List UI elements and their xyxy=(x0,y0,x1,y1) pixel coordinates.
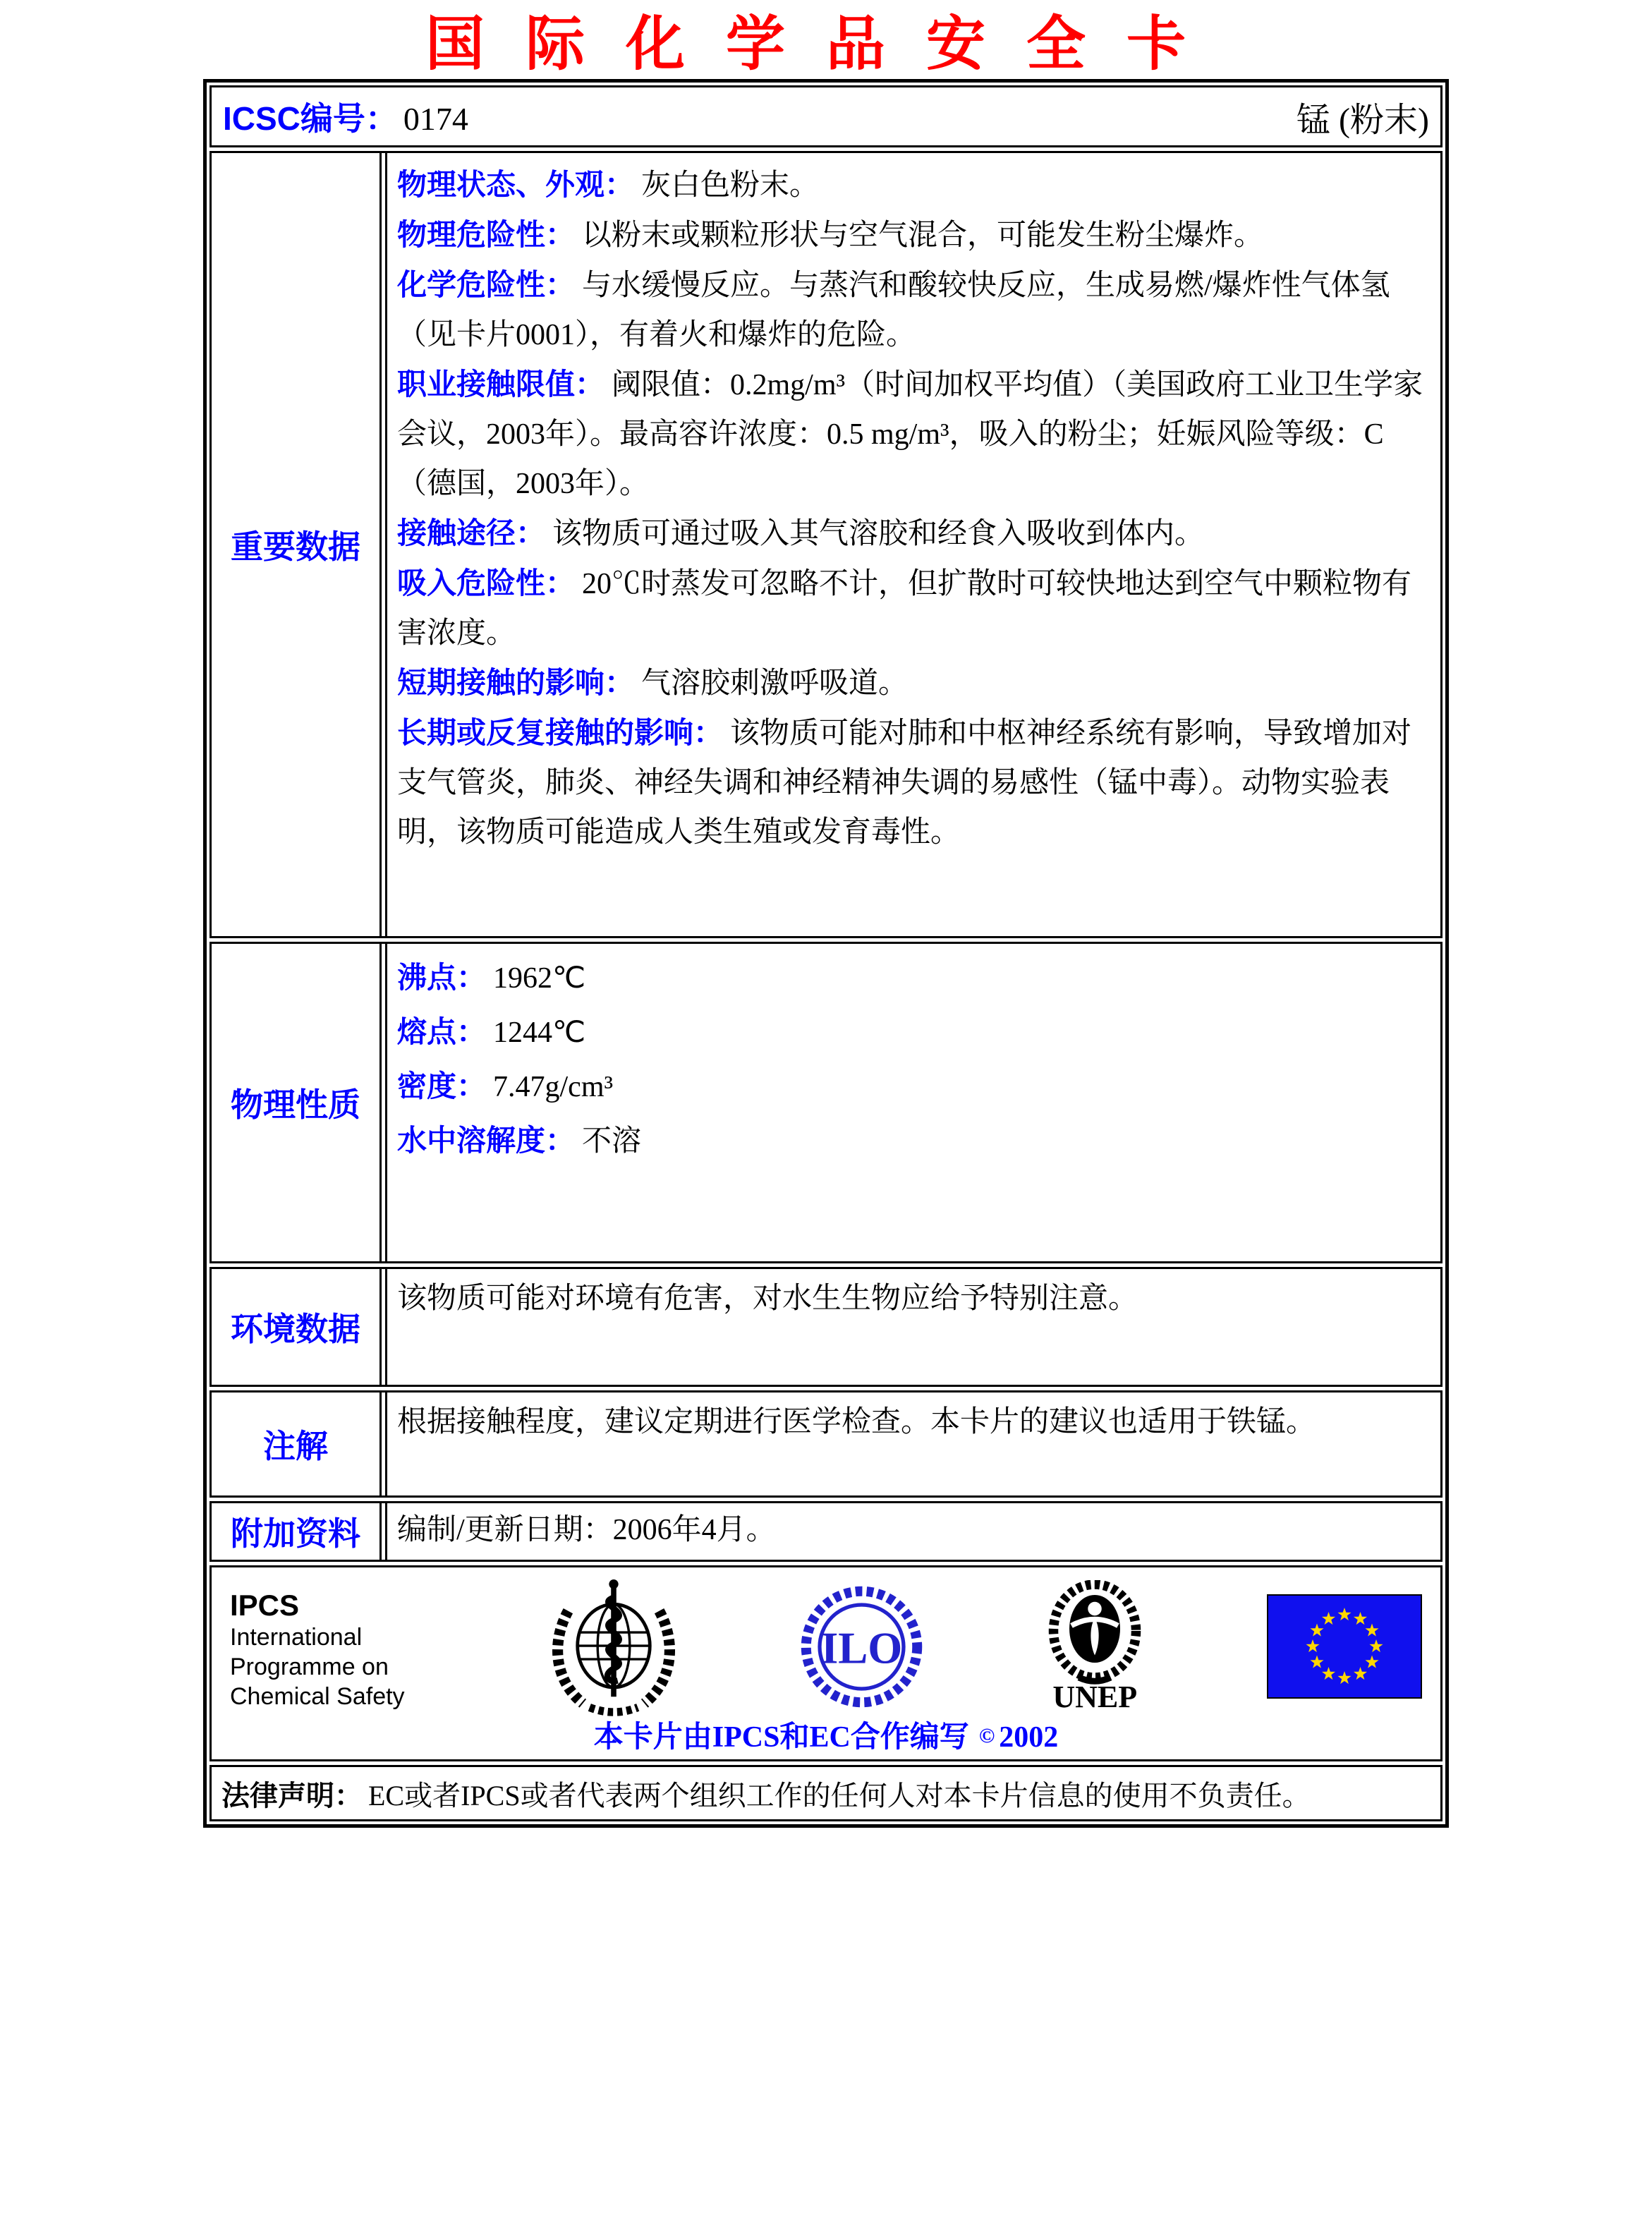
important-item: 化学危险性： 与水缓慢反应。与蒸汽和酸较快反应，生成易燃/爆炸性气体氢（见卡片0001），有着火和爆炸的危险。 xyxy=(397,268,1390,351)
credit-text: 本卡片由IPCS和EC合作编写 xyxy=(593,1721,969,1754)
icsc-card-table xyxy=(203,79,1449,1828)
chemical-name: 锰 (粉末) xyxy=(1296,101,1429,139)
environmental-data-content: 该物质可能对环境有危害，对水生生物应给予特别注意。 xyxy=(385,1269,1440,1385)
unep-emblem-icon xyxy=(1042,1580,1148,1686)
ipcs-subtitle-line1: International xyxy=(230,1624,363,1651)
physical-item: 熔点： 1244℃ xyxy=(397,1015,586,1049)
header-cell xyxy=(212,87,1440,145)
icsc-number-value: 0174 xyxy=(403,101,468,137)
important-data-row xyxy=(209,151,1443,938)
legal-text: EC或者IPCS或者代表两个组织工作的任何人对本卡片信息的使用不负责任。 xyxy=(368,1779,1311,1812)
header-row xyxy=(209,85,1443,147)
physical-properties-content xyxy=(385,944,1440,1261)
important-item: 长期或反复接触的影响： 该物质可能对肺和中枢神经系统有影响，导致增加对支气管炎，肺炎、神经失调和神经精神失调的易感性（锰中毒）。动物实验表明，该物质可能造成人类生殖或发育毒性。 xyxy=(397,716,1412,849)
icsc-number-group xyxy=(223,93,468,140)
additional-info-row-label: 附加资料 xyxy=(212,1503,382,1560)
physical-item: 水中溶解度： 不溶 xyxy=(397,1124,642,1158)
unep-block xyxy=(1042,1580,1148,1713)
legal-cell xyxy=(212,1767,1440,1819)
legal-label: 法律声明： xyxy=(221,1780,363,1812)
icsc-number-label: ICSC编号： xyxy=(223,100,398,137)
important-item: 接触途径： 该物质可通过吸入其气溶胶和经食入吸收到体内。 xyxy=(397,516,1205,550)
physical-properties-row xyxy=(209,942,1443,1263)
copyright-icon: © xyxy=(978,1724,995,1747)
who-emblem-icon xyxy=(547,1576,681,1717)
ipcs-title: IPCS xyxy=(230,1589,300,1622)
physical-item: 密度： 7.47g/cm³ xyxy=(397,1069,614,1103)
notes-content: 根据接触程度，建议定期进行医学检查。本卡片的建议也适用于铁锰。 xyxy=(385,1392,1440,1495)
important-item: 物理危险性： 以粉末或颗粒形状与空气混合，可能发生粉尘爆炸。 xyxy=(397,218,1264,252)
physical-item: 沸点： 1962℃ xyxy=(397,961,586,995)
ilo-emblem-icon xyxy=(800,1585,923,1709)
ipcs-text-block xyxy=(230,1576,427,1711)
eu-flag-icon xyxy=(1267,1594,1422,1699)
notes-row xyxy=(209,1390,1443,1498)
ipcs-subtitle-line2: Programme on xyxy=(230,1654,389,1680)
important-item: 吸入危险性： 20℃时蒸发可忽略不计，但扩散时可较快地达到空气中颗粒物有害浓度。 xyxy=(397,566,1412,650)
physical-properties-row-label: 物理性质 xyxy=(212,944,382,1261)
important-data-content xyxy=(385,153,1440,936)
credit-line xyxy=(230,1717,1422,1756)
unep-label: UNEP xyxy=(1052,1680,1138,1714)
environmental-data-row xyxy=(209,1267,1443,1387)
notes-row-label: 注解 xyxy=(212,1392,382,1495)
important-item: 物理状态、外观： 灰白色粉末。 xyxy=(397,168,820,202)
ipcs-subtitle-line3: Chemical Safety xyxy=(230,1683,405,1710)
copyright-year: 2002 xyxy=(999,1721,1059,1754)
legal-row xyxy=(209,1765,1443,1821)
logos-cell xyxy=(212,1567,1440,1759)
important-data-row-label: 重要数据 xyxy=(212,153,382,936)
environmental-data-row-label: 环境数据 xyxy=(212,1269,382,1385)
svg-text:ILO: ILO xyxy=(820,1622,902,1673)
additional-info-content: 编制/更新日期：2006年4月。 xyxy=(385,1503,1440,1560)
important-item: 短期接触的影响： 气溶胶刺激呼吸道。 xyxy=(397,666,909,700)
logos-row xyxy=(209,1565,1443,1761)
additional-info-row xyxy=(209,1501,1443,1562)
logos-strip xyxy=(230,1576,1422,1717)
important-item: 职业接触限值： 阈限值：0.2mg/m³（时间加权平均值）（美国政府工业卫生学家会议，2003年）。最高容许浓度：0.5 mg/m³，吸入的粉尘；妊娠风险等级：C（德国，2003年）。 xyxy=(397,368,1423,500)
page-title: 国际化学品安全卡 xyxy=(425,12,1227,78)
